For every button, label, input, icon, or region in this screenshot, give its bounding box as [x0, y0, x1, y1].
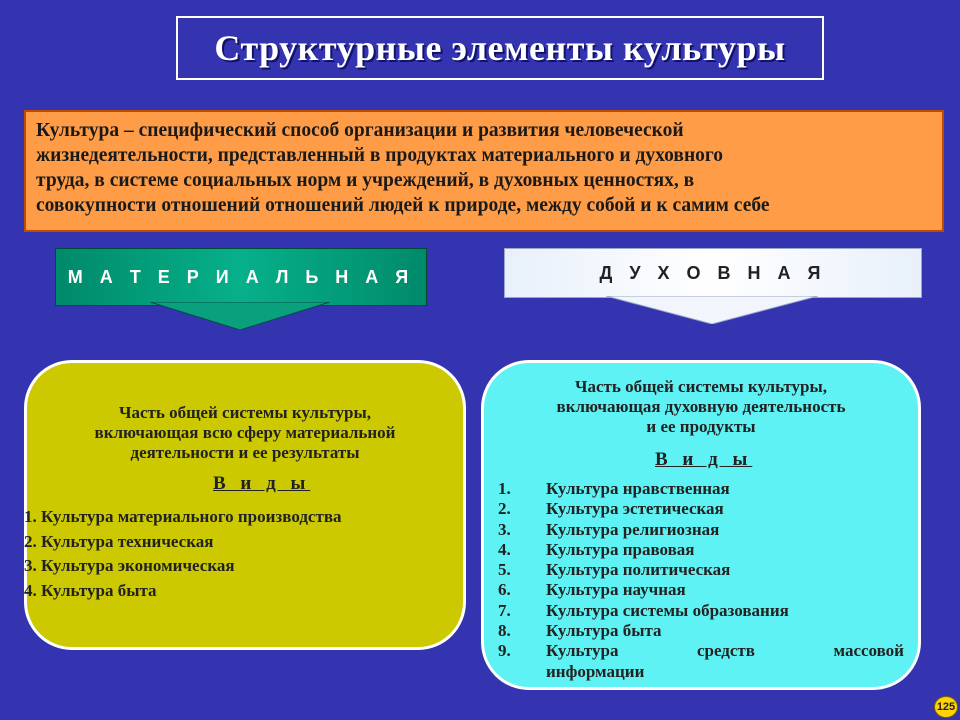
list-item-number: 2.	[498, 499, 511, 519]
list-item	[498, 540, 904, 560]
list-item	[498, 560, 904, 580]
list-item-label: Культура системы образования	[546, 600, 789, 620]
description-line: включающая духовную деятельность	[556, 397, 846, 416]
list-item	[498, 580, 904, 600]
spiritual-types-heading: В и д ы	[655, 449, 753, 470]
spiritual-arrow-down-icon	[606, 296, 818, 324]
list-item-label	[546, 641, 904, 661]
list-item: 3. Культура экономическая	[24, 556, 235, 575]
spiritual-culture-panel	[481, 360, 921, 690]
list-item-number: 6.	[498, 580, 511, 600]
list-item-word: средств	[696, 641, 755, 661]
material-culture-banner: М А Т Е Р И А Л Ь Н А Я	[55, 248, 427, 306]
spiritual-culture-banner: Д У Х О В Н А Я	[504, 248, 922, 298]
list-item	[498, 601, 904, 621]
description-line: и ее продукты	[646, 417, 756, 436]
definition-line: Культура – специфический способ организации и развития человеческой	[36, 120, 684, 141]
slide-title: Структурные элементы культуры	[176, 16, 824, 80]
list-item-label: Культура нравственная	[546, 479, 730, 498]
material-description	[27, 403, 463, 463]
list-item-word: Культура	[546, 641, 619, 661]
list-item-label: Культура правовая	[546, 539, 695, 559]
list-item: 2. Культура техническая	[24, 531, 214, 551]
list-item-label: Культура быта	[546, 621, 662, 641]
list-item-label: Культура политическая	[546, 560, 731, 580]
list-item-number: 4.	[498, 539, 511, 559]
list-item-number: 5.	[498, 560, 511, 580]
definition-line: совокупности отношений отношений людей к природе, между собой и к самим себе	[36, 195, 770, 216]
material-arrow-down-icon	[150, 302, 330, 330]
material-culture-panel	[24, 360, 466, 650]
culture-definition	[24, 110, 944, 232]
list-item-number: 3.	[498, 519, 511, 539]
page-number-badge: 125	[934, 696, 958, 718]
spiritual-types-list	[498, 479, 904, 682]
list-item	[498, 499, 904, 519]
list-item	[498, 479, 904, 499]
definition-line: труда, в системе социальных норм и учреждений, в духовных ценностях, в	[36, 170, 695, 191]
description-line: Часть общей системы культуры,	[118, 403, 372, 422]
list-item-label: Культура научная	[546, 580, 686, 600]
list-item	[498, 520, 904, 540]
spiritual-description	[484, 377, 918, 437]
list-item: 4. Культура быта	[24, 580, 157, 600]
list-item	[498, 641, 904, 661]
list-item	[498, 621, 904, 641]
description-line: деятельности и ее результаты	[130, 443, 360, 462]
list-item-continuation	[498, 662, 904, 682]
description-line: включающая всю сферу материальной	[94, 423, 396, 442]
list-item: 1. Культура материального производства	[24, 507, 342, 526]
list-item-word: массовой	[833, 641, 904, 661]
definition-line: жизнедеятельности, представленный в продуктах материального и духовного	[36, 145, 724, 166]
description-line: Часть общей системы культуры,	[574, 377, 828, 396]
list-item-label: Культура религиозная	[546, 519, 720, 539]
list-item-number: 1.	[498, 479, 511, 498]
list-item-label: Культура эстетическая	[546, 499, 724, 519]
list-item-number: 7.	[498, 600, 511, 620]
list-item-number: 9.	[498, 641, 511, 661]
material-types-list	[24, 505, 342, 603]
list-item-number: 8.	[498, 621, 511, 641]
material-types-heading: В и д ы	[213, 473, 311, 494]
list-item-label: информации	[546, 661, 645, 681]
